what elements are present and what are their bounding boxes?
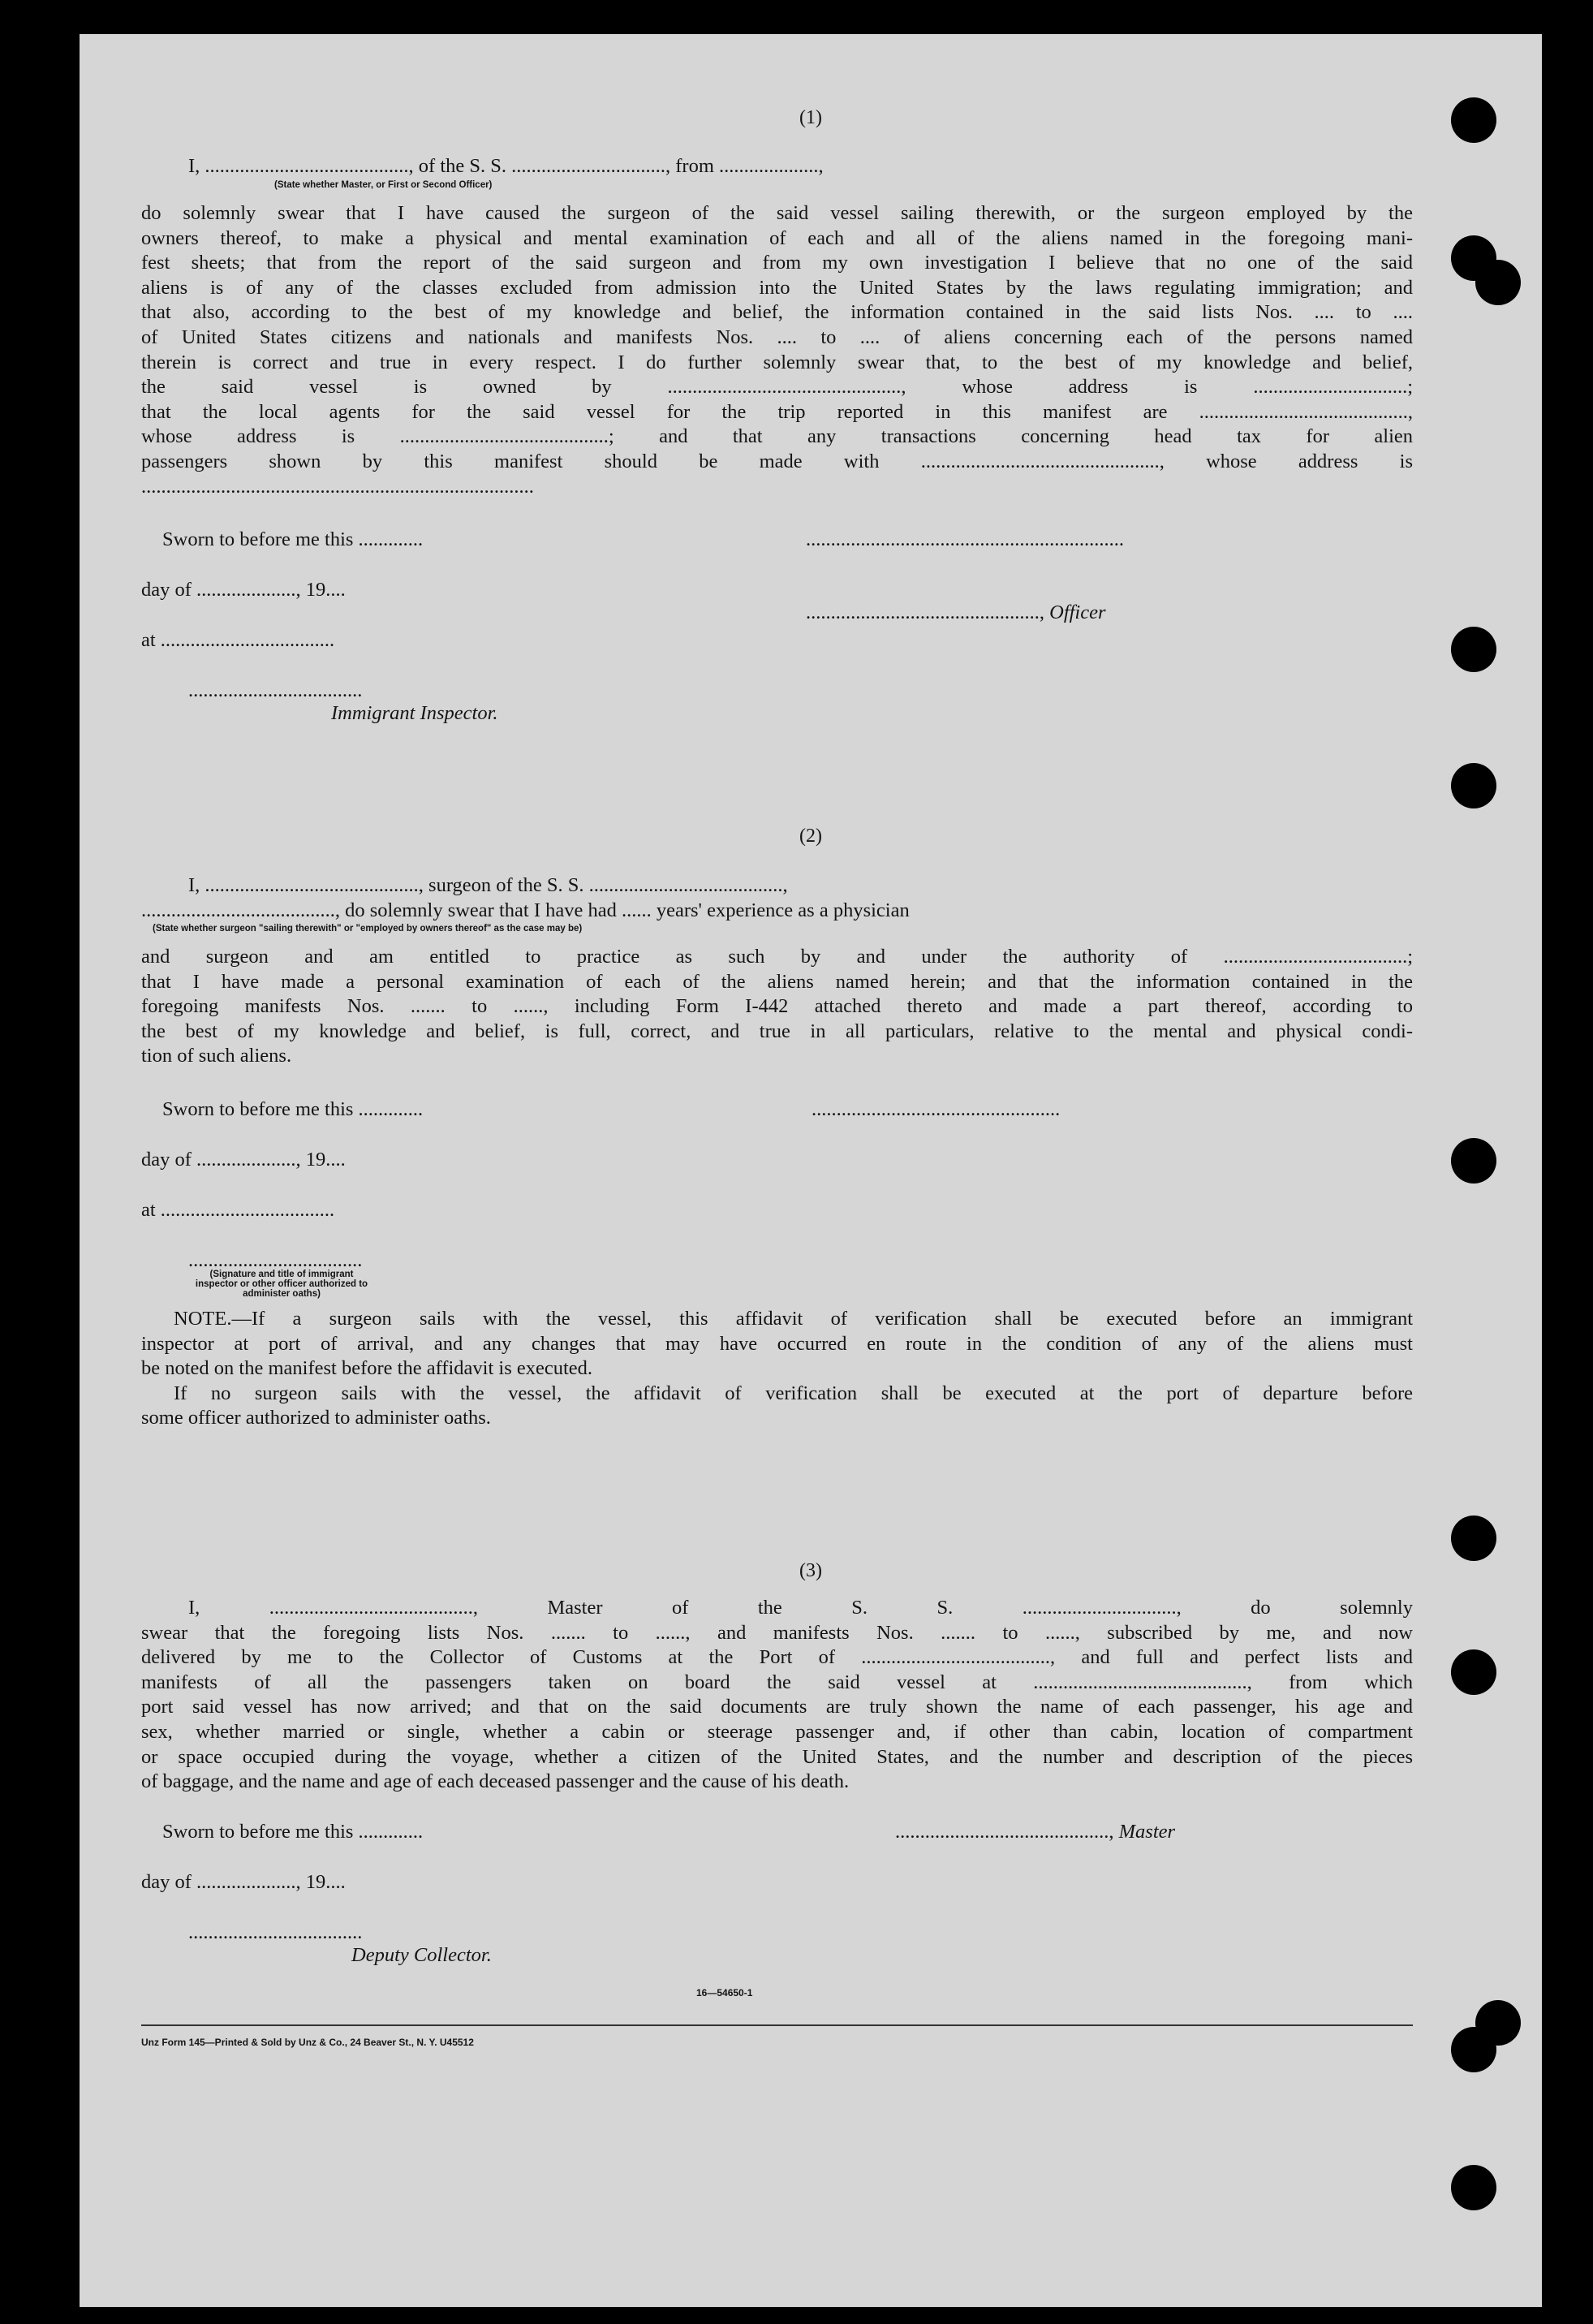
affidavit-3-sworn: Sworn to before me this ............. (162, 1821, 424, 1843)
affidavit-1-day: day of ...................., 19.... (141, 579, 346, 601)
binder-hole-6 (1451, 1138, 1496, 1184)
binder-hole-8 (1451, 1649, 1496, 1695)
affidavit-2-at: at ................................... (141, 1199, 335, 1221)
affidavit-2-note: NOTE.—If a surgeon sails with the vessel, this affidavit of verification shall be executed before an immigrant inspector at port of arrival, and any changes that may have occurred en route in the condition of any of the aliens must be noted on the manifest before the affidavit is executed. If no surgeon sails with the vessel, the affidavit of verification shall be executed at the port of departure before some officer authorized to administer oaths. (141, 1308, 1413, 1429)
affidavit-2-surgeon-dots: .................................................. (812, 1098, 1061, 1120)
binder-hole-7 (1451, 1516, 1496, 1561)
affidavit-2-body: and surgeon and am entitled to practice as such by and under the authority of .....................................; that I have made a personal examination of each of the aliens named herein; and that the information contained in the foregoing manifests Nos. ....... to ......, including Form I-442 attached thereto and made a part thereof, according to the best of my knowledge and belief, is full, correct, and true in all particulars, relative to the mental and physical condi- tion of such aliens. (141, 946, 1413, 1067)
affidavit-1-number: (1) (799, 107, 822, 128)
binder-hole-3 (1475, 260, 1521, 305)
printer-imprint: Unz Form 145—Printed & Sold by Unz & Co., 24 Beaver St., N. Y. U45512 (141, 2037, 474, 2048)
affidavit-2-sworn: Sworn to before me this ............. (162, 1098, 424, 1120)
affidavit-3-number: (3) (799, 1560, 822, 1581)
binder-hole-5 (1451, 763, 1496, 808)
manifest-affidavit-page (80, 34, 1542, 2307)
form-number: 16—54650-1 (696, 1987, 753, 1998)
affidavit-2-surgeon-note: (State whether surgeon "sailing therewith" or "employed by owners thereof" as the case may be) (153, 924, 583, 933)
affidavit-1-first-line: I, ........................................., of the S. S. ..............................., from ...................., (188, 155, 824, 177)
affidavit-2-inspector-dots: ................................... (188, 1249, 363, 1271)
affidavit-3-body: I, ........................................., Master of the S. S. ..............................., do solemnly swear that the foregoing lists Nos. ....... to ......, and manifests Nos. ....... to ......, subscribed by me, and now delivered by me to the Collector of Customs at the Port of ......................................, and full and perfect lists and manifests of all the passengers taken on board the said vessel at ..........................................., from which port said vessel has now arrived; and that on the said documents are truly shown the name of each passenger, his age and sex, whether married or single, whether a cabin or steerage passenger and, if other than cabin, location of compartment or space occupied during the voyage, whether a citizen of the United States, and the number and description of the pieces of baggage, and the name and age of each deceased passenger and the cause of his death. (141, 1597, 1413, 1793)
affidavit-1-at: at ................................... (141, 629, 335, 651)
affidavit-1-officer-dots-top: ................................................................ (806, 528, 1124, 550)
affidavit-1-inspector-dots: ................................... (188, 679, 363, 701)
affidavit-2-first-line: I, ..........................................., surgeon of the S. S. ......................................., (188, 874, 788, 896)
affidavit-3-day: day of ...................., 19.... (141, 1871, 346, 1893)
affidavit-2-inspector-note: (Signature and title of immigrant inspector or other officer authorized to administer oaths) (195, 1270, 368, 1299)
affidavit-1-officer-signature: ..............................................., Officer (806, 601, 1106, 623)
affidavit-3-collector-label: Deputy Collector. (351, 1944, 492, 1966)
affidavit-2-number: (2) (799, 826, 822, 847)
affidavit-3-collector-dots: ................................... (188, 1921, 363, 1943)
affidavit-1-officer-note: (State whether Master, or First or Second Officer) (274, 180, 493, 190)
affidavit-1-body: do solemnly swear that I have caused the surgeon of the said vessel sailing therewith, or the surgeon employed by the owners thereof, to make a physical and mental examination of each and all of the aliens named in the foregoing mani- fest sheets; that from the report of the said surgeon and from my own investigation I believe that no one of the said aliens is of any of the classes excluded from admission into the United States by the laws regulating immigration; and that also, according to the best of my knowledge and belief, the information contained in the said lists Nos. .... to .... of United States citizens and nationals and manifests Nos. .... to .... of aliens concerning each of the persons named therein is correct and true in every respect. I do further solemnly swear that, to the best of my knowledge and belief, the said vessel is owned by ..............................................., whose address is ...............................; that the local agents for the said vessel for the trip reported in this manifest are .........................................., whose address is ..........................................; and that any transactions concerning head tax for alien passengers shown by this manifest should be made with ................................................, whose address is ............................................................................... (141, 202, 1413, 498)
binder-hole-11 (1451, 2165, 1496, 2210)
binder-hole-10 (1475, 2000, 1521, 2046)
affidavit-1-sworn: Sworn to before me this ............. (162, 528, 424, 550)
affidavit-2-day: day of ...................., 19.... (141, 1149, 346, 1171)
affidavit-1-inspector-label: Immigrant Inspector. (331, 702, 498, 724)
footer-rule (141, 2024, 1413, 2026)
binder-hole-4 (1451, 627, 1496, 672)
affidavit-2-second-line: ......................................., do solemnly swear that I have had ...... years' experience as a physician (141, 899, 910, 921)
affidavit-3-master-signature: ..........................................., Master (895, 1821, 1176, 1843)
